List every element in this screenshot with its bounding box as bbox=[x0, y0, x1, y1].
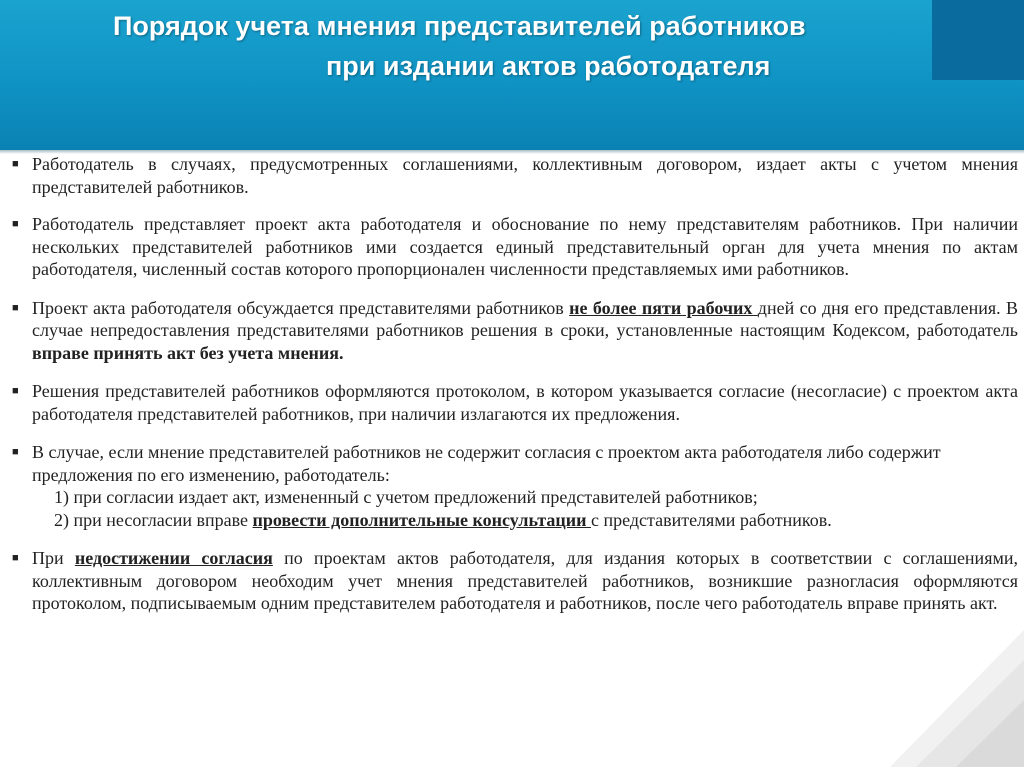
emphasis-bold: вправе принять акт без учета мнения. bbox=[32, 342, 344, 363]
list-item-text: В случае, если мнение представителей работников не содержит согласия с проектом акта работодателя либо содержит предложения по его изменению, работодатель: bbox=[32, 442, 941, 485]
sub-item-1: 1) при согласии издает акт, измененный с учетом предложений представителей работников; bbox=[54, 487, 758, 507]
bullet-icon: ■ bbox=[12, 446, 19, 458]
bullet-icon: ■ bbox=[12, 218, 19, 230]
bullet-icon: ■ bbox=[12, 385, 19, 397]
emphasis-underlined: провести дополнительные консультации bbox=[252, 509, 591, 530]
list-item bbox=[8, 547, 1018, 615]
emphasis-underlined: недостижении согласия bbox=[74, 548, 273, 568]
sub-item-text: с представителями работников. bbox=[590, 509, 832, 530]
list-item bbox=[8, 441, 1018, 531]
list-item bbox=[8, 213, 1018, 281]
sub-item-text: 2) при несогласии вправе bbox=[54, 509, 253, 530]
list-item bbox=[8, 297, 1018, 365]
corner-square bbox=[932, 0, 1024, 80]
slide-title-line-2: при издании актов работодателя bbox=[326, 51, 771, 81]
list-item-text: Работодатель в случаях, предусмотренных соглашениями, коллективным договором, издает акты с учетом мнения представителей работников. bbox=[32, 154, 1018, 197]
sub-item-2 bbox=[32, 509, 1018, 532]
slide-title-line-1: Порядок учета мнения представителей работников bbox=[113, 11, 806, 41]
bullet-icon: ■ bbox=[12, 301, 19, 314]
bullet-icon: ■ bbox=[12, 158, 19, 170]
bullet-icon: ■ bbox=[12, 552, 19, 564]
slide-body bbox=[8, 153, 1018, 615]
slide-title bbox=[0, 6, 940, 86]
list-item-text: Решения представителей работников оформляются протоколом, в котором указывается согласие (несогласие) с проектом акта работодателя представителей работников, при наличии излагаются их предложения. bbox=[32, 381, 1018, 424]
emphasis-underlined: не более пяти рабочих bbox=[569, 297, 758, 318]
list-item-text: по проектам актов работодателя, для издания которых в соответствии с соглашениями, коллективным договором необходим учет мнения представителей работников, возникшие разногласия оформляются протоколом, подписываемым одним представителем работодателя и работников, после чего работодатель вправе принять акт. bbox=[32, 548, 1018, 613]
list-item bbox=[8, 153, 1018, 198]
list-item-text: Работодатель представляет проект акта работодателя и обоснование по нему представителям работников. При наличии нескольких представителей работников ими создается единый представительный орган для учета мнения по актам работодателя, численный состав которого пропорционален численности представляемых ими работников. bbox=[32, 214, 1018, 279]
list-item-text: дней со дня его представления. В случае непредоставления представителями работников решения в сроки, установленные настоящим Кодексом, работодатель bbox=[32, 297, 1019, 340]
corner-decoration bbox=[890, 630, 1024, 767]
list-item bbox=[8, 380, 1018, 425]
list-item-text: Проект акта работодателя обсуждается представителями работников bbox=[32, 297, 570, 318]
list-item-text: При bbox=[32, 548, 75, 568]
